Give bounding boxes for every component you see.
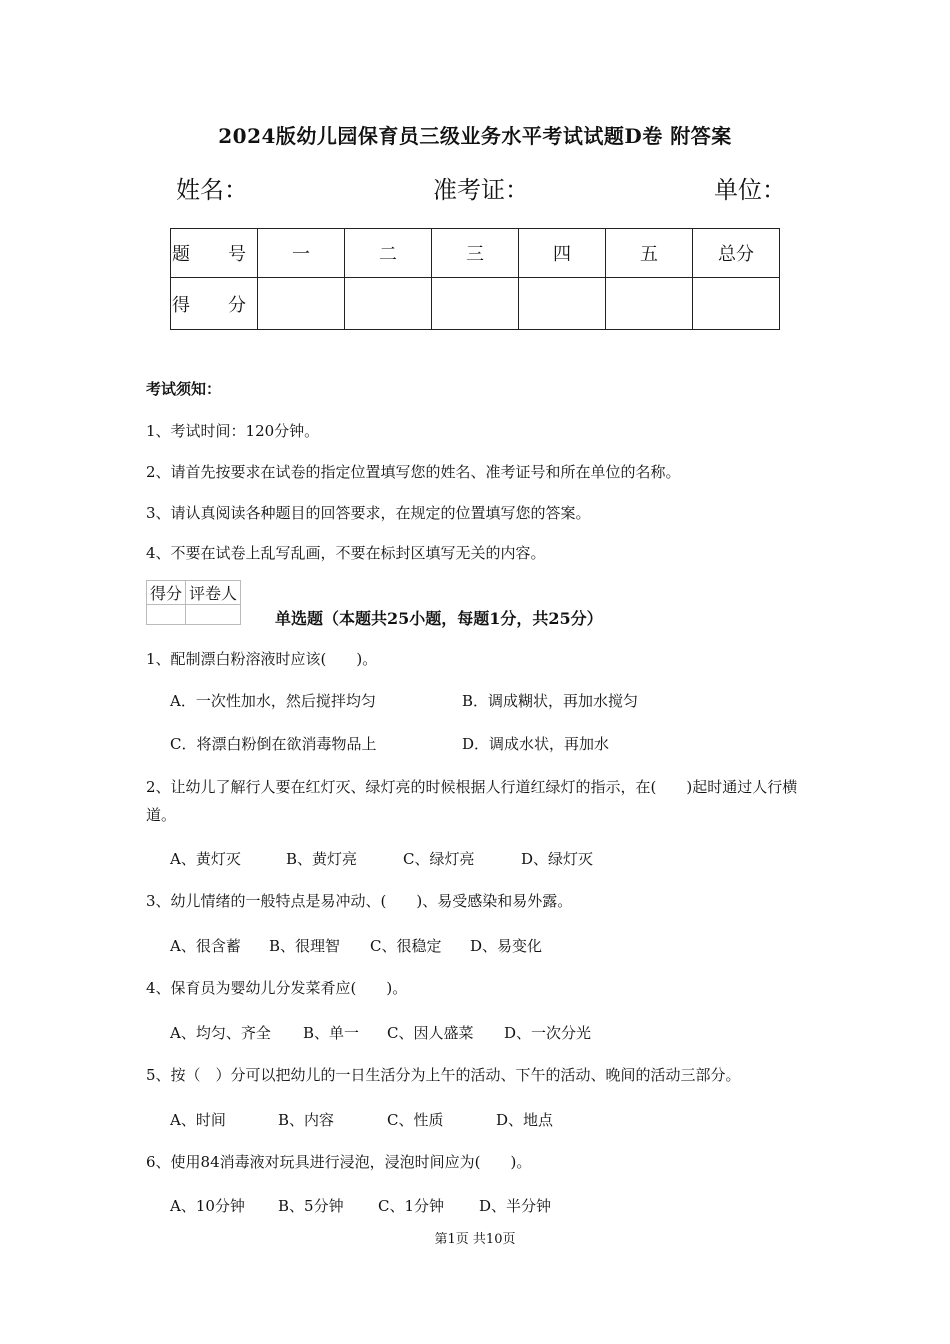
page-title: 2024版幼儿园保育员三级业务水平考试试题D卷 附答案 (218, 124, 732, 148)
unit-label: 单位： (714, 176, 786, 204)
question-3-option-c: C、很稳定 (370, 937, 442, 955)
question-2-option-a: A、黄灯灭 (170, 850, 241, 868)
question-4-option-c: C、因人盛菜 (387, 1024, 474, 1042)
question-4-option-b: B、单一 (303, 1024, 360, 1042)
grader-table (146, 580, 241, 625)
question-3-option-d: D、易变化 (470, 937, 543, 955)
header-cell-1: 一 (258, 229, 345, 278)
question-6-option-a: A、10分钟 (170, 1197, 245, 1215)
notice-item: 1、考试时间：120分钟。 (146, 422, 320, 440)
score-cell-1 (258, 278, 345, 330)
question-6-option-c: C、1分钟 (378, 1197, 445, 1215)
question-5-option-b: B、内容 (278, 1111, 335, 1129)
grader-name-label: 评卷人 (186, 581, 241, 605)
question-6: 6、使用84消毒液对玩具进行浸泡，浸泡时间应为( )。 (146, 1153, 532, 1171)
page-footer: 第1页 共10页 (434, 1232, 516, 1247)
grader-score-cell (147, 605, 186, 625)
question-4-option-d: D、一次分光 (504, 1024, 592, 1042)
question-5-option-d: D、地点 (496, 1111, 554, 1129)
score-cell-3 (432, 278, 519, 330)
notice-title: 考试须知： (146, 380, 222, 398)
grader-name-cell (186, 605, 241, 625)
question-4-option-a: A、均匀、齐全 (170, 1024, 271, 1042)
header-cell-2: 二 (345, 229, 432, 278)
question-2: 2、让幼儿了解行人要在红灯灭、绿灯亮的时候根据人行道红绿灯的指示，在( )起时通过人行横道。 (146, 778, 798, 824)
question-6-option-d: D、半分钟 (479, 1197, 552, 1215)
question-5: 5、按（ ）分可以把幼儿的一日生活分为上午的活动、下午的活动、晚间的活动三部分。 (146, 1066, 741, 1084)
name-label: 姓名： (176, 176, 248, 204)
question-2-option-c: C、绿灯亮 (403, 850, 475, 868)
header-cell-total: 总分 (693, 229, 780, 278)
header-cell-question-no: 题 号 (171, 229, 258, 278)
question-1: 1、配制漂白粉溶液时应该( )。 (146, 650, 378, 668)
question-3-option-a: A、很含蓄 (170, 937, 241, 955)
header-cell-3: 三 (432, 229, 519, 278)
score-row-label: 得 分 (171, 278, 258, 330)
score-cell-total (693, 278, 780, 330)
question-1-option-b: B．调成糊状，再加水搅匀 (462, 692, 639, 710)
question-3: 3、幼儿情绪的一般特点是易冲动、( )、易受感染和易外露。 (146, 892, 573, 910)
question-1-option-a: A．一次性加水，然后搅拌均匀 (170, 692, 376, 710)
score-cell-5 (606, 278, 693, 330)
question-6-option-b: B、5分钟 (278, 1197, 344, 1215)
notice-item: 3、请认真阅读各种题目的回答要求，在规定的位置填写您的答案。 (146, 504, 591, 522)
question-1-option-c: C．将漂白粉倒在欲消毒物品上 (170, 735, 377, 753)
question-5-option-c: C、性质 (387, 1111, 444, 1129)
question-3-option-b: B、很理智 (269, 937, 341, 955)
header-cell-5: 五 (606, 229, 693, 278)
score-table-header-row (171, 229, 780, 278)
question-2-option-d: D、绿灯灭 (521, 850, 594, 868)
score-table-score-row (171, 278, 780, 330)
score-cell-4 (519, 278, 606, 330)
score-table (170, 228, 780, 330)
candidate-info (176, 170, 786, 205)
header-cell-4: 四 (519, 229, 606, 278)
question-5-option-a: A、时间 (170, 1111, 226, 1129)
section-title: 单选题（本题共25小题，每题1分，共25分） (275, 609, 603, 628)
question-1-option-d: D．调成水状，再加水 (462, 735, 610, 753)
question-4: 4、保育员为婴幼儿分发菜肴应( )。 (146, 979, 408, 997)
score-cell-2 (345, 278, 432, 330)
notice-item: 2、请首先按要求在试卷的指定位置填写您的姓名、准考证号和所在单位的名称。 (146, 463, 681, 481)
grader-score-label: 得分 (147, 581, 186, 605)
exam-id-label: 准考证： (433, 176, 529, 204)
notice-item: 4、不要在试卷上乱写乱画，不要在标封区填写无关的内容。 (146, 544, 546, 562)
question-2-option-b: B、黄灯亮 (286, 850, 358, 868)
